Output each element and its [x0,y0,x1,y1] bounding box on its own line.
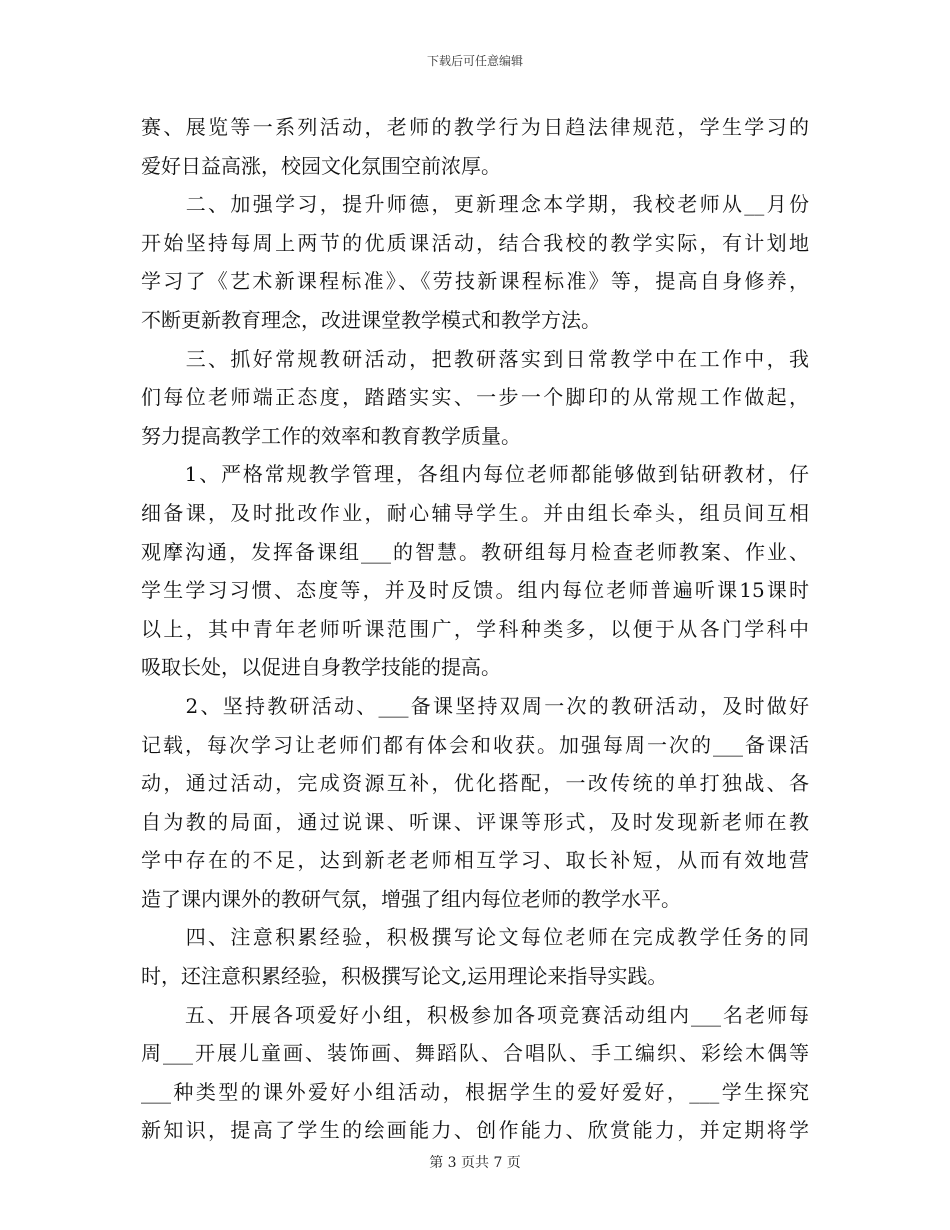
text-line: 二、加强学习，提升师德，更新理念本学期，我校老师从__月份 [141,192,809,217]
text-line: 学生学习习惯、态度等，并及时反馈。组内每位老师普遍听课15课时 [141,578,809,603]
text-line: 以上，其中青年老师听课范围广，学科种类多，以便于从各门学科中 [141,616,809,641]
text-line: 吸取长处，以促进自身教学技能的提高。 [141,655,501,680]
text-line: 造了课内课外的教研气氛，增强了组内每位老师的教学水平。 [141,886,681,911]
text-line: 不断更新教育理念，改进课堂教学模式和教学方法。 [141,307,601,332]
page-footer: 第 3 页共 7 页 [429,1155,521,1171]
text-line: 1、严格常规教学管理，各组内每位老师都能够做到钻研教材，仔 [141,462,809,487]
text-line: 记载，每次学习让老师们都有体会和收获。加强每周一次的___备课活 [141,732,809,757]
document-body [141,108,809,1150]
text-line: 新知识，提高了学生的绘画能力、创作能力、欣赏能力，并定期将学 [141,1118,809,1143]
text-line: 2、坚持教研活动、___备课坚持双周一次的教研活动，及时做好 [141,693,809,718]
text-line: 们每位老师端正态度，踏踏实实、一步一个脚印的从常规工作做起， [141,385,809,410]
text-line: 五、开展各项爱好小组，积极参加各项竞赛活动组内___名老师每 [141,1002,809,1027]
text-line: 努力提高教学工作的效率和教育教学质量。 [141,423,521,448]
text-line: 观摩沟通，发挥备课组___的智慧。教研组每月检查老师教案、作业、 [141,539,809,564]
text-line: 时，还注意积累经验，积极撰写论文,运用理论来指导实践。 [141,964,668,989]
page-header: 下载后可任意编辑 [426,54,523,68]
text-line: 爱好日益高涨，校园文化氛围空前浓厚。 [141,153,501,178]
text-line: 三、抓好常规教研活动，把教研落实到日常教学中在工作中，我 [141,346,809,371]
text-line: 细备课，及时批改作业，耐心辅导学生。并由组长牵头，组员间互相 [141,500,809,525]
text-line: 赛、展览等一系列活动，老师的教学行为日趋法律规范，学生学习的 [141,115,809,139]
text-line: 开始坚持每周上两节的优质课活动，结合我校的教学实际，有计划地 [141,230,809,255]
text-line: 四、注意积累经验，积极撰写论文每位老师在完成教学任务的同 [141,925,809,950]
text-line: 学习了《艺术新课程标准》、《劳技新课程标准》等，提高自身修养， [141,269,809,294]
text-line: ___种类型的课外爱好小组活动，根据学生的爱好爱好，___学生探究 [141,1079,809,1104]
text-line: 周___开展儿童画、装饰画、舞蹈队、合唱队、手工编织、彩绘木偶等 [141,1041,809,1066]
text-line: 动，通过活动，完成资源互补，优化搭配，一改传统的单打独战、各 [141,771,809,796]
text-line: 学中存在的不足，达到新老老师相互学习、取长补短，从而有效地营 [141,848,809,873]
text-line: 自为教的局面，通过说课、听课、评课等形式，及时发现新老师在教 [141,809,809,834]
